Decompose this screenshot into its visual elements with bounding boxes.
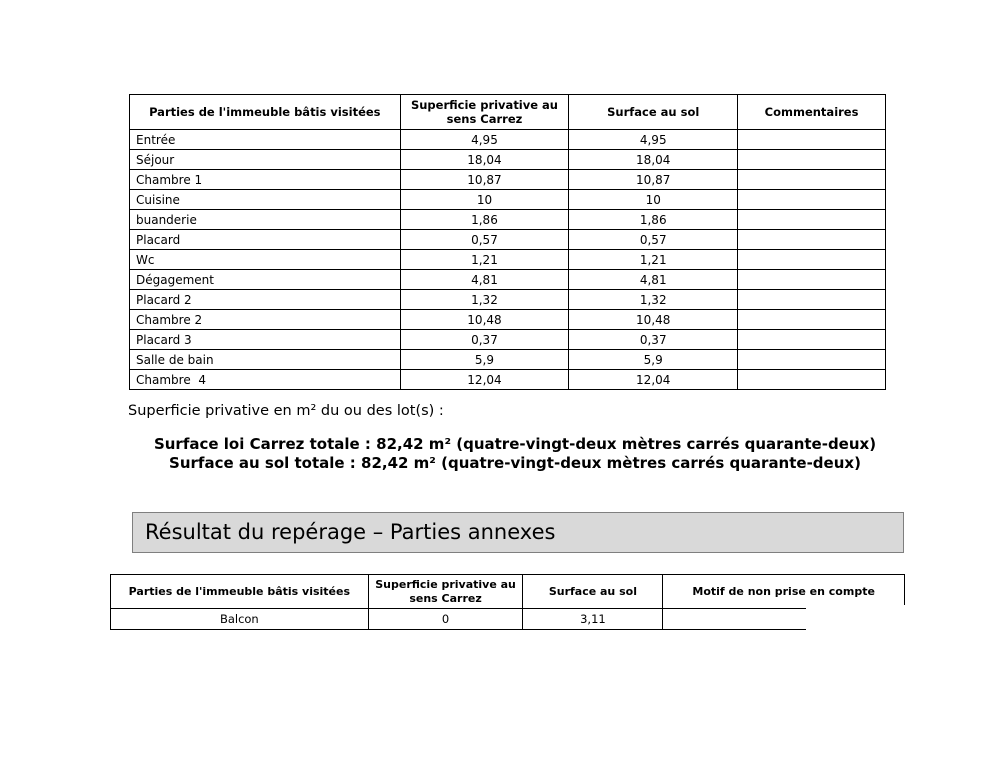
table-row [130, 150, 886, 170]
room-name: Balcon [111, 609, 369, 630]
room-name: Chambre 4 [130, 370, 401, 390]
table-header-row [130, 95, 886, 130]
carrez-value: 10,48 [400, 310, 569, 330]
comment-cell [738, 170, 886, 190]
header-rooms: Parties de l'immeuble bâtis visitées [130, 95, 401, 130]
carrez-value: 1,86 [400, 210, 569, 230]
comment-cell [738, 330, 886, 350]
annexes-section-title: Résultat du repérage – Parties annexes [132, 512, 904, 553]
sol-value: 0,57 [569, 230, 738, 250]
room-name: buanderie [130, 210, 401, 230]
table-row [130, 230, 886, 250]
header-motif: Motif de non prise en compte [663, 575, 905, 609]
comment-cell [738, 290, 886, 310]
room-name: Séjour [130, 150, 401, 170]
sol-value: 0,37 [569, 330, 738, 350]
table-row [130, 290, 886, 310]
room-name: Dégagement [130, 270, 401, 290]
comment-cell [738, 190, 886, 210]
sol-value: 10,87 [569, 170, 738, 190]
redaction-patch [806, 605, 905, 631]
header-sol: Surface au sol [523, 575, 663, 609]
comment-cell [738, 250, 886, 270]
header-rooms: Parties de l'immeuble bâtis visitées [111, 575, 369, 609]
comment-cell [738, 350, 886, 370]
carrez-value: 4,95 [400, 130, 569, 150]
carrez-value: 12,04 [400, 370, 569, 390]
header-sol: Surface au sol [569, 95, 738, 130]
sol-value: 12,04 [569, 370, 738, 390]
header-carrez: Superficie privative au sens Carrez [368, 575, 523, 609]
room-name: Cuisine [130, 190, 401, 210]
sol-value: 10 [569, 190, 738, 210]
table-row [130, 370, 886, 390]
comment-cell [738, 370, 886, 390]
table-row [130, 330, 886, 350]
sol-value: 1,86 [569, 210, 738, 230]
totals-block [0, 435, 996, 473]
carrez-value: 0 [368, 609, 523, 630]
table-row [130, 350, 886, 370]
carrez-value: 0,57 [400, 230, 569, 250]
room-name: Placard [130, 230, 401, 250]
comment-cell [738, 310, 886, 330]
carrez-value: 5,9 [400, 350, 569, 370]
carrez-value: 1,21 [400, 250, 569, 270]
sol-value: 1,21 [569, 250, 738, 270]
header-comments: Commentaires [738, 95, 886, 130]
comment-cell [738, 270, 886, 290]
total-sol: Surface au sol totale : 82,42 m² (quatre-vingt-deux mètres carrés quarante-deux) [169, 454, 861, 472]
carrez-value: 1,32 [400, 290, 569, 310]
room-name: Salle de bain [130, 350, 401, 370]
room-name: Placard 3 [130, 330, 401, 350]
total-carrez: Surface loi Carrez totale : 82,42 m² (quatre-vingt-deux mètres carrés quarante-deux) [153, 435, 877, 453]
sol-value: 5,9 [569, 350, 738, 370]
table-header-row [111, 575, 905, 609]
table-row [130, 310, 886, 330]
carrez-table [129, 94, 886, 390]
carrez-value: 10,87 [400, 170, 569, 190]
sol-value: 10,48 [569, 310, 738, 330]
table-row [130, 130, 886, 150]
table-row [130, 270, 886, 290]
sol-value: 4,95 [569, 130, 738, 150]
annexes-table [110, 574, 905, 630]
comment-cell [738, 210, 886, 230]
table-row [130, 250, 886, 270]
comment-cell [738, 150, 886, 170]
comment-cell [738, 130, 886, 150]
room-name: Entrée [130, 130, 401, 150]
table-row [111, 609, 905, 630]
table-row [130, 170, 886, 190]
comment-cell [738, 230, 886, 250]
room-name: Chambre 2 [130, 310, 401, 330]
carrez-value: 4,81 [400, 270, 569, 290]
carrez-value: 18,04 [400, 150, 569, 170]
room-name: Wc [130, 250, 401, 270]
table-row [130, 190, 886, 210]
sol-value: 1,32 [569, 290, 738, 310]
sol-value: 3,11 [523, 609, 663, 630]
table-row [130, 210, 886, 230]
surface-intro: Superficie privative en m² du ou des lot(s) : [128, 403, 444, 419]
room-name: Placard 2 [130, 290, 401, 310]
header-carrez: Superficie privative au sens Carrez [400, 95, 569, 130]
sol-value: 4,81 [569, 270, 738, 290]
carrez-value: 0,37 [400, 330, 569, 350]
carrez-value: 10 [400, 190, 569, 210]
room-name: Chambre 1 [130, 170, 401, 190]
sol-value: 18,04 [569, 150, 738, 170]
